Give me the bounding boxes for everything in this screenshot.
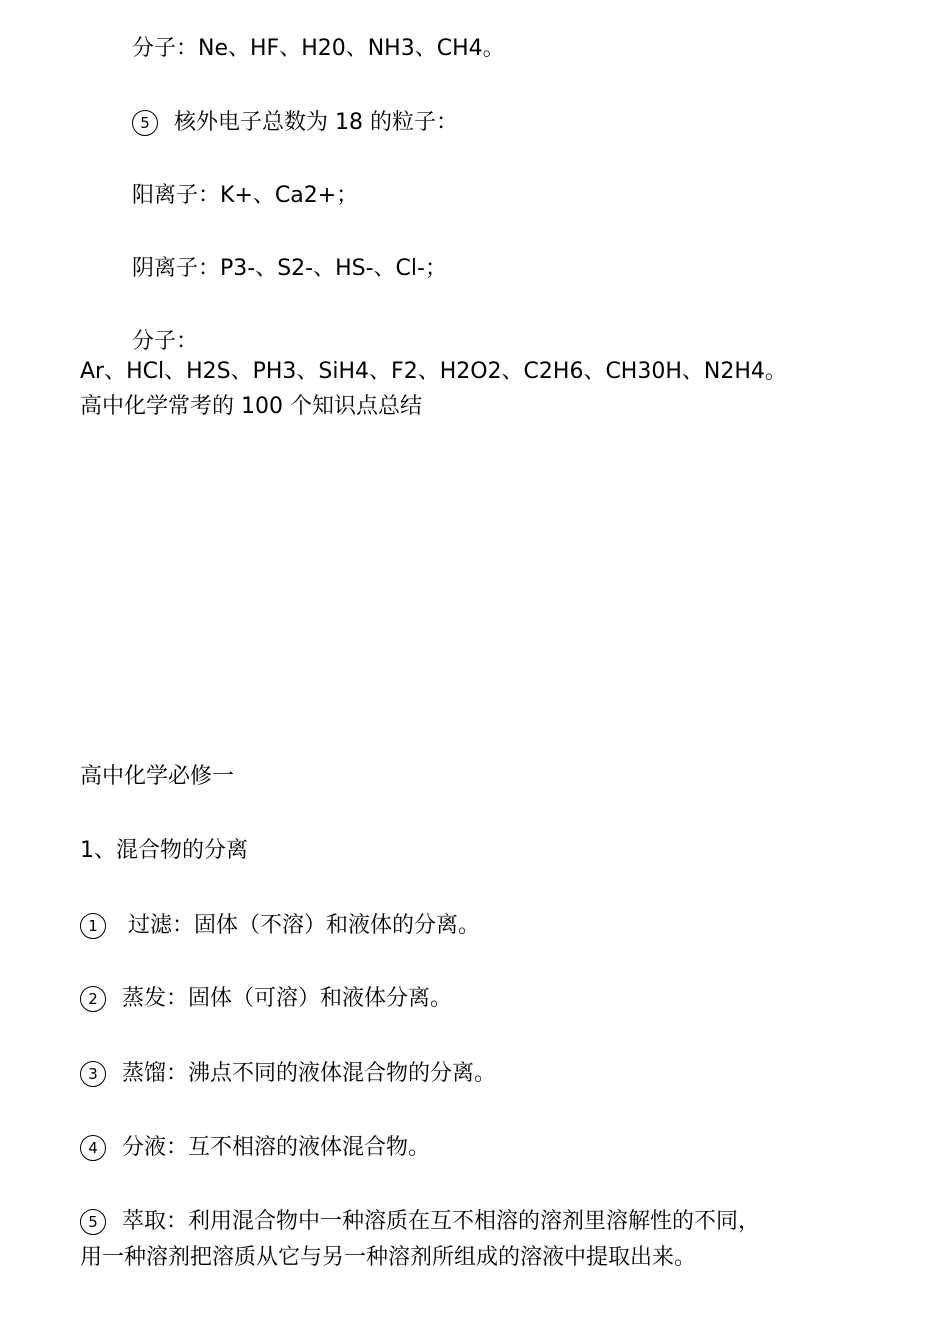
circled-number-1: 1 [80,913,106,939]
list-item-continuation [80,1243,696,1273]
list-item [80,1133,430,1163]
molecules-10-electrons [132,34,505,64]
section-heading-text: 高中化学必修一 [80,764,235,789]
list-item [80,1207,760,1237]
anions-line [132,254,447,284]
list-item [80,911,480,941]
anions-text: 阴离子：P3-、S2-、HS-、Cl-； [132,256,447,281]
molecules-10-text: 分子：Ne、HF、H20、NH3、CH4。 [132,36,505,61]
subsection-heading [80,836,248,866]
molecules-18-list-line [80,357,787,387]
molecules-18-label: 分子： [132,329,199,354]
circled-number-5: 5 [80,1209,106,1235]
circled-number-4: 4 [80,1135,106,1161]
circled-number-2: 2 [80,986,106,1012]
list-item-continuation-text: 用一种溶剂把溶质从它与另一种溶剂所组成的溶液中提取出来。 [80,1245,697,1270]
list-item-text: 分液：互不相溶的液体混合物。 [122,1135,431,1160]
document-title [80,392,422,422]
circled-number-3: 3 [80,1061,106,1087]
cations-text: 阳离子：K+、Ca2+； [132,183,359,208]
list-item-text: 过滤：固体（不溶）和液体的分离。 [128,913,481,938]
list-item-text: 蒸发：固体（可溶）和液体分离。 [122,986,453,1011]
item-5-text: 核外电子总数为 18 的粒子： [174,110,458,135]
list-item [80,1059,496,1089]
subsection-heading-text: 1、混合物的分离 [80,838,248,863]
list-item-text: 蒸馏：沸点不同的液体混合物的分离。 [122,1061,497,1086]
document-title-text: 高中化学常考的 100 个知识点总结 [80,394,422,419]
circled-number-5: 5 [132,110,158,136]
cations-line [132,181,358,211]
list-item [80,984,452,1014]
list-item-text: 萃取：利用混合物中一种溶质在互不相溶的溶剂里溶解性的不同， [122,1209,761,1234]
molecules-18-list: Ar、HCl、H2S、PH3、SiH4、F2、H2O2、C2H6、CH30H、N2H4。 [80,359,787,384]
section-heading [80,762,234,792]
item-5-18-electrons [132,108,458,138]
molecules-18-label-line [132,327,198,357]
